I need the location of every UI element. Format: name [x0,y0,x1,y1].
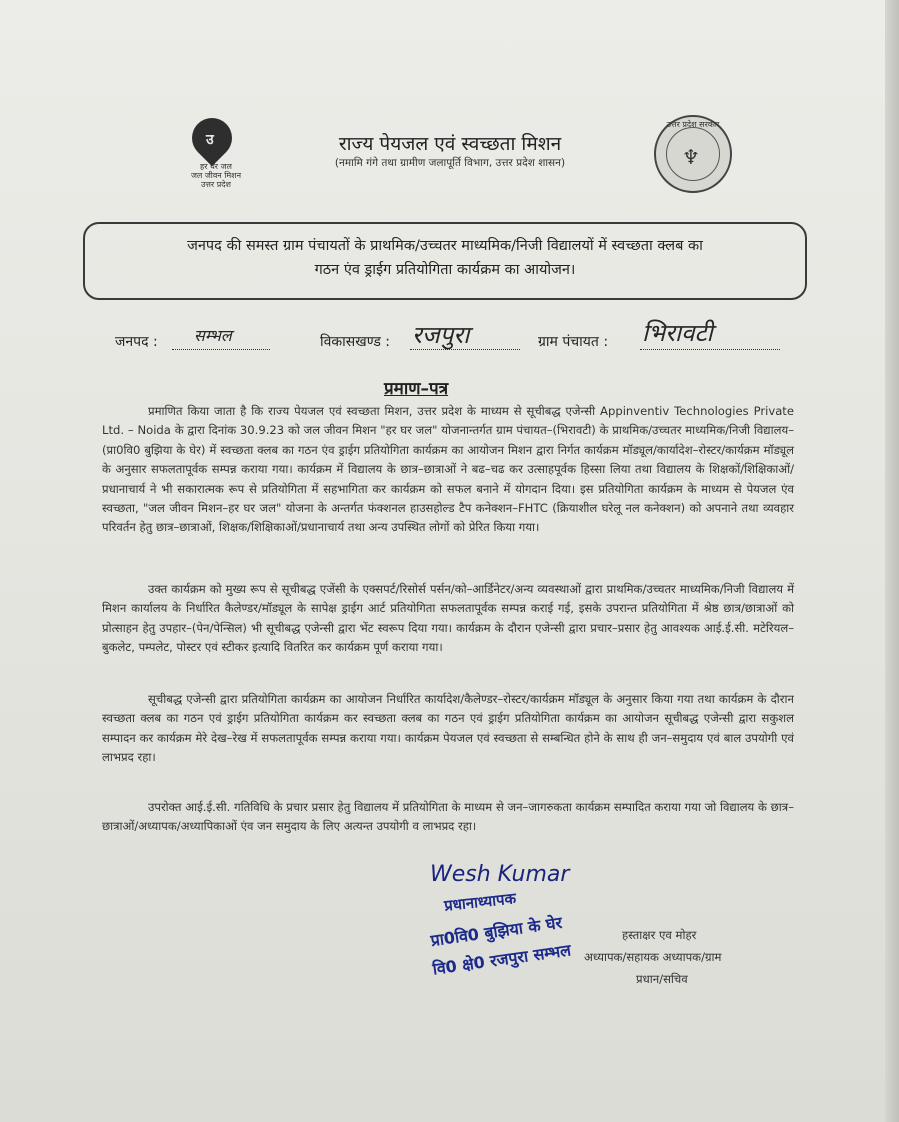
stamp-block: वि0 क्षे0 रजपुरा सम्भल [431,940,573,979]
seal-text: उत्तर प्रदेश सरकार [666,120,720,129]
paragraph-1: प्रमाणित किया जाता है कि राज्य पेयजल एवं स्वच्छता मिशन, उत्तर प्रदेश के माध्यम से सूचीबद्ध एजेन्सी Appinventiv Technologies Private Ltd. – Noida के द्वारा दिनांक 30.9.23 को जल जीवन मिशन "हर घर जल" योजनान्तर्गत ग्राम पंचायत–(भिरावटी) के प्राथमिक/उच्चतर माध्यमिक/निजी विद्यालय–(प्रा0वि0 बुझिया के घेर) में स्वच्छता क्लब का गठन एंव ड्राईग प्रतियोगिता कार्यक्रम का आयोजन मिशन द्वारा निर्गत कार्यक्रम मॉड्यूल/कार्यादेश–रोस्टर/कार्यक्रम मॉड्यूल के अनुसार सफलतापूर्वक सम्पन्न कराया गया। कार्यक्रम में विद्यालय के छात्र–छात्राओं ने बढ–चढ कर उत्साहपूर्वक हिस्सा लिया तथा विद्यालय के शिक्षकों/शिक्षिकाओं/प्रधानाचार्य ने भी सकारात्मक रूप से प्रतियोगिता में सहभागिता कर कार्यक्रम को सफल बनाने में योगदान दिया। इस प्रतियोगिता कार्यक्रम के माध्यम से पेयजल एंव स्वच्छता, "जल जीवन मिशन–हर घर जल" योजना के अन्तर्गत फंक्शनल हाउसहोल्ड टैप कनेक्शन–FHTC (क्रियाशील घरेलू नल कनेक्शन) को अपनाने तथा व्यवहार परिवर्तन हेतु छात्र–छात्राओं, शिक्षक/शिक्षिकाओं/प्रधानाचार्य तथा अन्य उपस्थित लोगों को प्रेरित किया गया। [102,404,794,535]
paragraph-4: उपरोक्त आई.ई.सी. गतिविधि के प्रचार प्रसार हेतु विद्यालय में प्रतियोगिता के माध्यम से जन–जागरुकता कार्यक्रम सम्पादित कराया गया जो विद्यालय के छात्र–छात्राओं/अध्यापक/अध्यापिकाओं एंव जन समुदाय के लिए अत्यन्त उपयोगी व लाभप्रद रहा। [102,800,794,834]
block-label: विकासखण्ड : [320,334,391,350]
logo-caption-3: उत्तर प्रदेश [201,180,231,189]
panchayat-value: भिरावटी [642,319,713,347]
subject-box [83,222,807,300]
certificate-heading: प्रमाण–पत्र [384,379,449,399]
signature-stamp-block [430,862,650,992]
paragraph-3: सूचीबद्ध एजेन्सी द्वारा प्रतियोगिता कार्यक्रम का आयोजन निर्धारित कार्यादेश/कैलेण्डर–रोस्टर/कार्यक्रम मॉड्यूल के अनुसार किया गया तथा कार्यक्रम के दौरान स्वच्छता क्लब का गठन एवं ड्राईग प्रतियोगिता कार्यक्रम कर स्वच्छता क्लब का गठन एवं ड्राईग प्रतियोगिता कार्यक्रम का आयोजन सूचीबद्ध एजेन्सी द्वारा सकुशल सम्पादन कर कार्यक्रम मेरे देख–रेख में सफलतापूर्वक सम्पन्न कराया गया। कार्यक्रम पेयजल एवं स्वच्छता से सम्बन्धित होने के साथ ही जन–समुदाय एवं बाल उपयोगी एवं लाभप्रद रहा। [102,692,794,765]
signatory-label: हस्ताक्षर एव मोहर [622,928,697,942]
district-value: सम्भल [194,326,232,345]
signatory-roles-2: प्रधान/सचिव [636,972,688,986]
district-label: जनपद : [115,334,158,350]
panchayat-label: ग्राम पंचायत : [538,334,609,350]
har-ghar-jal-logo: उ हर घर जल जल जीवन मिशन उत्तर प्रदेश [184,118,248,198]
block-value: रजपुरा [412,321,470,349]
signatory-roles: अध्यापक/सहायक अध्यापक/ग्राम [584,950,722,964]
handwritten-signature: Wesh Kumar [430,862,570,887]
paragraph-2: उक्त कार्यक्रम को मुख्य रूप से सूचीबद्ध एजेंसी के एक्सपर्ट/रिसोर्स पर्सन/को–आर्डिनेटर/अन्य व्यवस्थाओं द्वारा प्राथमिक/उच्चतर माध्यमिक/निजी विद्यालय में मिशन कार्यालय के निर्धारित कैलेण्डर/मॉड्यूल के सापेक्ष ड्राईग आर्ट प्रतियोगिता सफलतापूर्वक सम्पन्न कराई गई, इसके उपरान्त प्रतियोगिता में श्रेष्ठ छात्र/छात्राओं को प्रोत्साहन हेतु उपहार–(पेन/पेन्सिल) भी सूचीबद्ध एजेन्सी द्वारा भेंट स्वरूप दिया गया। कार्यक्रम के दौरान एजेन्सी द्वारा प्रचार–प्रसार हेतु आवश्यक आई.ई.सी. मटेरियल–बुकलेट, पम्पलेट, पोस्टर एवं स्टीकर इत्यादि वितरित कर कार्यक्रम पूर्ण कराया गया। [102,582,794,655]
mission-title: राज्य पेयजल एवं स्वच्छता मिशन [338,133,562,155]
mission-subtitle: (नमामि गंगे तथा ग्रामीण जलापूर्ति विभाग, उत्तर प्रदेश शासन) [334,157,566,169]
fish-emblem-icon: ♆ [682,145,700,169]
location-fields [0,318,899,358]
subject-line-1: जनपद की समस्त ग्राम पंचायतों के प्राथमिक/उच्चतर माध्यमिक/निजी विद्यालयों में स्वच्छता क्लब का [187,238,703,254]
stamp-school: प्रा0वि0 बुझिया के घेर [429,912,564,951]
stamp-designation: प्रधानाध्यापक [443,889,517,915]
page-edge [885,0,899,1122]
logo-caption-2: जल जीवन मिशन [190,171,242,180]
logo-caption-1: हर घर जल [200,162,232,171]
subject-line-2: गठन एंव ड्राईग प्रतियोगिता कार्यक्रम का आयोजन। [314,262,576,278]
up-government-seal [654,115,732,193]
